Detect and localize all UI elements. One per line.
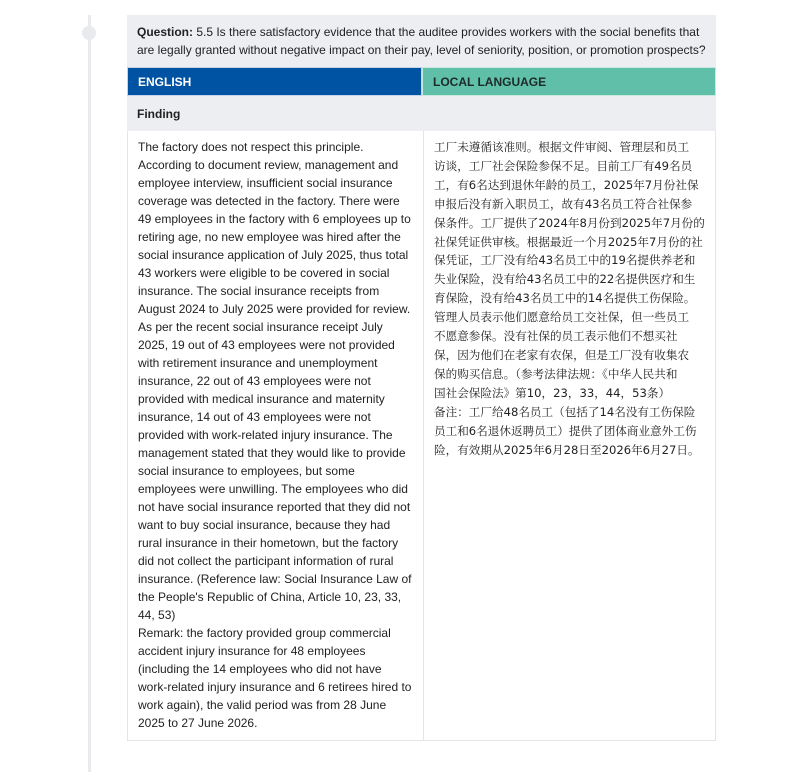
text-line: social insurance application of July 2025, thus total	[138, 248, 409, 262]
text-line: 保凭证，工厂没有给43名员工中的19名提供养老和	[434, 253, 696, 268]
text-line: The factory does not respect this principle.	[138, 140, 364, 154]
text-line: August 2024 to July 2025 were provided for review.	[138, 302, 411, 316]
question-text: 5.5 Is there satisfactory evidence that the auditee provides workers with the social benefits that are legally granted without negative impact on their pay, level of seniority, position, or promotion prospects?	[137, 25, 706, 57]
text-line: 管理人员表示他们愿意给员工交社保，但一些员工	[434, 310, 690, 325]
english-finding-text	[128, 131, 424, 740]
text-line: rural insurance in their hometown, but the factory	[138, 536, 399, 550]
text-line: employees were unwilling. The employees who did	[138, 482, 408, 496]
timeline-dot	[82, 26, 96, 40]
text-line: 保的购买信息。（参考法律法规：《中华人民共和	[434, 366, 678, 381]
text-line: work-related injury insurance and 6 retirees hired to	[138, 680, 412, 694]
text-line: 44, 53)	[138, 608, 176, 622]
text-line: not have social insurance reported that they did not	[138, 500, 411, 514]
local-finding-text	[424, 131, 715, 740]
text-line: 育保险，没有给43名员工中的14名提供工伤保险。	[434, 291, 696, 306]
text-line: 保，因为他们在老家有农保，但是工厂没有收集农	[434, 347, 690, 362]
text-line: As per the recent social insurance receipt July	[138, 320, 383, 334]
text-line: did not collect the participant information of rural	[138, 554, 394, 568]
local-language-column-header: LOCAL LANGUAGE	[422, 67, 716, 96]
finding-card	[127, 15, 716, 741]
text-line: 备注：工厂给48名员工（包括了14名没有工伤保险	[434, 404, 696, 419]
text-line: 工厂未遵循该准则。根据文件审阅、管理层和员工	[434, 140, 690, 154]
question-block	[127, 15, 716, 67]
english-column-header: ENGLISH	[127, 67, 422, 96]
text-line: coverage was detected in the factory. There were	[138, 194, 400, 208]
text-line: 不愿意参保。没有社保的员工表示他们不想买社	[434, 329, 678, 344]
text-line: 保条件。工厂提供了2024年8月份到2025年7月份的	[434, 215, 705, 230]
text-line: provided with work-related injury insurance. The	[138, 428, 393, 442]
question-label: Question:	[137, 25, 193, 39]
text-line: 申报后没有新入职员工，故有43名员工符合社保参	[434, 196, 693, 211]
text-line: 险，有效期从2025年6月28日至2026年6月27日。	[434, 442, 700, 457]
text-line: work again), the valid period was from 28 June	[138, 698, 387, 712]
text-line: 社保凭证供审核。根据最近一个月2025年7月份的社	[434, 234, 703, 249]
text-line: 2025 to 27 June 2026.	[138, 716, 258, 730]
text-line: insurance, 14 out of 43 employees were not	[138, 410, 371, 424]
text-line: 2025, 19 out of 43 employees were not provided	[138, 338, 395, 352]
text-line: 员工和6名退休返聘员工）提供了团体商业意外工伤	[434, 423, 697, 438]
text-line: 49 employees in the factory with 6 employees up to	[138, 212, 411, 226]
text-line: According to document review, management and	[138, 158, 399, 172]
finding-body	[127, 131, 716, 741]
timeline-line	[88, 15, 91, 772]
text-line: the People's Republic of China, Article 10, 23, 33,	[138, 590, 402, 604]
text-line: insurance. The social insurance receipts from	[138, 284, 380, 298]
text-line: insurance, 22 out of 43 employees were not	[138, 374, 371, 388]
text-line: accident injury insurance for 48 employees	[138, 644, 366, 658]
text-line: with retirement insurance and unemployment	[138, 356, 378, 370]
text-line: 国社会保险法》第10，23，33，44，53条）	[434, 385, 671, 400]
text-line: (including the 14 employees who did not have	[138, 662, 382, 676]
text-line: retiring age, no new employee was hired after the	[138, 230, 401, 244]
text-line: management stated that they would like to provide	[138, 446, 406, 460]
text-line: social insurance to employees, but some	[138, 464, 355, 478]
text-line: employee interview, insufficient social insurance	[138, 176, 393, 190]
text-line: 工，有6名达到退休年龄的员工，2025年7月份社保	[434, 177, 699, 192]
finding-heading: Finding	[127, 96, 716, 131]
language-header-row	[127, 67, 716, 96]
text-line: 访谈，工厂社会保险参保不足。目前工厂有49名员	[434, 158, 693, 173]
text-line: 失业保险，没有给43名员工中的22名提供医疗和生	[434, 272, 696, 287]
text-line: insurance. (Reference law: Social Insurance Law of	[138, 572, 412, 586]
text-line: provided with medical insurance and maternity	[138, 392, 385, 406]
text-line: 43 workers were eligible to be covered in social	[138, 266, 390, 280]
text-line: Remark: the factory provided group commercial	[138, 626, 391, 640]
text-line: want to buy social insurance, because they had	[138, 518, 391, 532]
